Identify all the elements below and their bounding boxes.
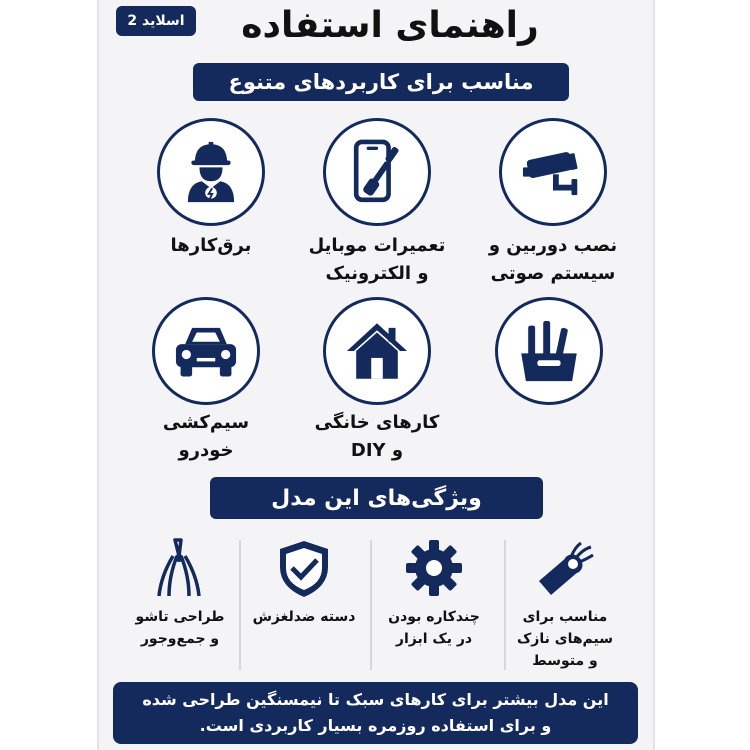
plier-tip-icon — [147, 536, 211, 600]
feature-label-fold: طراحی تاشو و جمع‌وجور — [135, 609, 225, 647]
toolbox-icon — [495, 297, 603, 405]
car-icon — [152, 297, 260, 405]
page-title: راهنمای استفاده — [241, 5, 539, 46]
use-label-mobile: تعمیرات موبایل و الکترونیک — [308, 235, 446, 284]
house-icon — [323, 297, 431, 405]
wire-cable-icon — [533, 537, 597, 601]
feature-label-multi: چندکاره بودن در یک ابزار — [388, 609, 480, 647]
gear-icon — [402, 536, 466, 600]
feature-label-grip: دسته ضدلغزش — [252, 609, 356, 625]
slide-badge: اسلاید 2 — [116, 6, 196, 36]
use-label-electrician: برق‌کارها — [170, 235, 252, 256]
use-label-camera: نصب دوربین و سیستم صوتی — [488, 235, 618, 284]
security-camera-icon — [499, 118, 607, 226]
phone-repair-icon — [323, 118, 431, 226]
uses-banner: مناسب برای کاربردهای متنوع — [193, 63, 569, 101]
feature-divider — [239, 540, 241, 670]
use-label-car: سیم‌کشی خودرو — [162, 412, 250, 461]
use-label-home: کارهای خانگی و DIY — [314, 412, 440, 461]
features-banner: ویژگی‌های این مدل — [210, 477, 543, 519]
footer-note: این مدل بیشتر برای کارهای سبک تا نیمسنگین طراحی شده و برای استفاده روزمره بسیار کاربردی است. — [113, 682, 638, 744]
feature-label-wire: مناسب برای سیم‌های نازک و متوسط — [516, 609, 614, 669]
feature-divider — [370, 540, 372, 670]
electrician-icon — [157, 118, 265, 226]
shield-check-icon — [272, 537, 336, 601]
